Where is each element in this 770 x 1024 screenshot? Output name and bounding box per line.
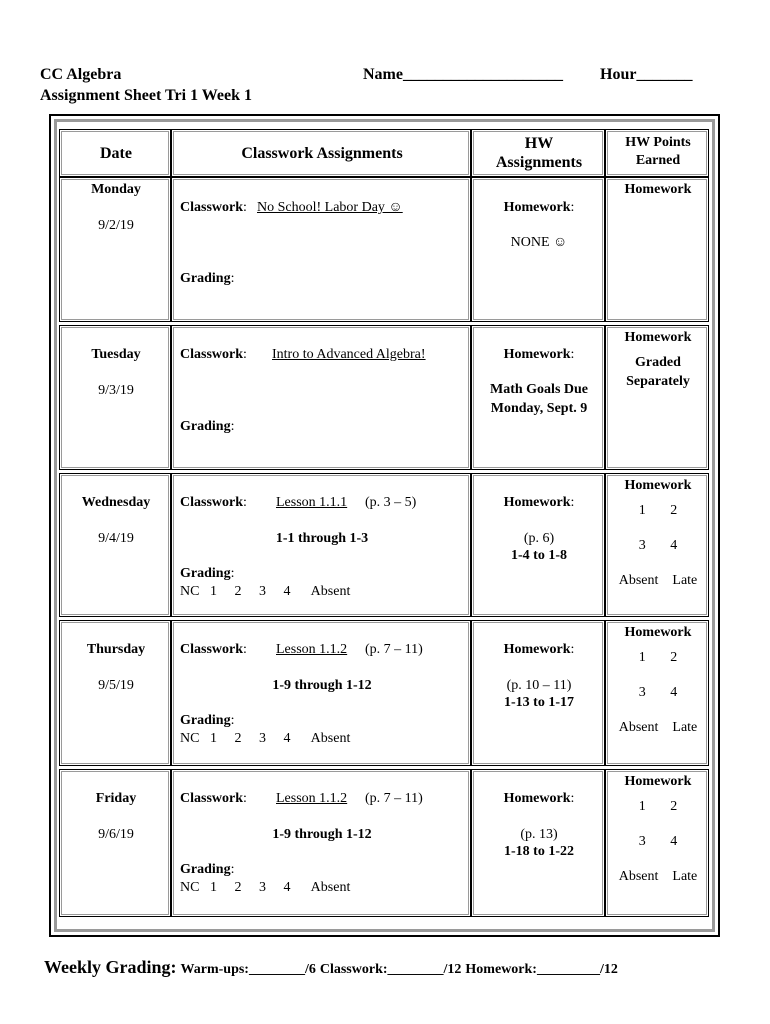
grading-label: Grading: xyxy=(180,566,235,581)
date-label: 9/4/19 xyxy=(98,531,134,546)
homework-text: NONE ☺ xyxy=(510,235,568,250)
points-label: Homework xyxy=(624,330,692,345)
header-points xyxy=(605,129,709,177)
points-scale: Absent Late xyxy=(618,720,698,735)
date-cell xyxy=(59,473,171,617)
classwork-cell xyxy=(171,620,471,766)
grading-scale: NC 1 2 3 4 Absent xyxy=(180,584,351,599)
points-cell xyxy=(605,620,709,766)
homework-pages: (p. 13) xyxy=(520,827,558,842)
classwork-problems: 1-9 through 1-12 xyxy=(272,827,372,842)
lesson-pages: (p. 3 – 5) xyxy=(365,495,417,510)
homework-label: Homework: xyxy=(503,791,575,806)
date-label: 9/6/19 xyxy=(98,827,134,842)
points-scale: 3 4 xyxy=(638,685,678,700)
classwork-score-field: Classwork:________/12 xyxy=(319,962,462,977)
points-label: Homework xyxy=(624,182,692,197)
points-text: Graded xyxy=(635,355,681,370)
grading-scale: NC 1 2 3 4 Absent xyxy=(180,731,351,746)
day-label: Thursday xyxy=(86,642,146,657)
homework-label: Homework: xyxy=(503,642,575,657)
header-classwork-label: Classwork Assignments xyxy=(241,145,403,162)
grading-label: Grading: xyxy=(180,271,235,286)
classwork-label: Classwork: xyxy=(180,642,247,657)
points-label: Homework xyxy=(624,625,692,640)
homework-text: Math Goals Due xyxy=(490,382,588,397)
grading-label: Grading: xyxy=(180,713,235,728)
points-scale: Absent Late xyxy=(618,869,698,884)
course-title: CC Algebra xyxy=(40,66,122,83)
classwork-problems: 1-9 through 1-12 xyxy=(272,678,372,693)
header-date xyxy=(59,129,171,177)
grading-label: Grading: xyxy=(180,419,235,434)
warmups-score-field: Warm-ups:________/6 xyxy=(180,962,316,977)
hour-field: Hour_______ xyxy=(600,66,693,83)
points-label: Homework xyxy=(624,478,692,493)
homework-problems: 1-18 to 1-22 xyxy=(504,844,574,859)
date-cell xyxy=(59,620,171,766)
day-label: Wednesday xyxy=(81,495,151,510)
points-scale: Absent Late xyxy=(618,573,698,588)
header-points-label: HW Points xyxy=(625,135,691,150)
points-scale: 1 2 xyxy=(638,799,678,814)
points-cell xyxy=(605,769,709,917)
lesson-pages: (p. 7 – 11) xyxy=(365,791,423,806)
lesson-link: Lesson 1.1.1 xyxy=(276,495,348,510)
lesson-pages: (p. 7 – 11) xyxy=(365,642,423,657)
classwork-cell xyxy=(171,473,471,617)
header-classwork xyxy=(171,129,471,177)
name-field: Name____________________ xyxy=(363,66,563,83)
classwork-problems: 1-1 through 1-3 xyxy=(275,531,369,546)
date-cell xyxy=(59,325,171,470)
classwork-cell xyxy=(171,769,471,917)
header-date-label: Date xyxy=(100,145,132,162)
homework-cell xyxy=(471,473,605,617)
points-text: Separately xyxy=(626,374,690,389)
classwork-cell xyxy=(171,325,471,470)
points-scale: 1 2 xyxy=(638,650,678,665)
homework-label: Homework: xyxy=(503,347,575,362)
points-cell xyxy=(605,177,709,322)
date-cell xyxy=(59,769,171,917)
classwork-cell xyxy=(171,177,471,322)
homework-score-field: Homework:_________/12 xyxy=(465,962,618,977)
homework-label: Homework: xyxy=(503,495,575,510)
day-label: Friday xyxy=(95,791,137,806)
classwork-label: Classwork: xyxy=(180,791,247,806)
homework-pages: (p. 10 – 11) xyxy=(506,678,572,693)
classwork-label: Classwork: xyxy=(180,495,247,510)
grading-scale: NC 1 2 3 4 Absent xyxy=(180,880,351,895)
header-assignments-label: Assignments xyxy=(495,154,583,171)
sheet-title: Assignment Sheet Tri 1 Week 1 xyxy=(40,87,253,104)
weekly-grading-label: Weekly Grading: xyxy=(44,957,177,977)
weekly-grading-footer xyxy=(44,957,618,978)
homework-cell xyxy=(471,620,605,766)
classwork-text: Intro to Advanced Algebra! xyxy=(272,347,426,362)
date-label: 9/3/19 xyxy=(98,383,134,398)
date-cell xyxy=(59,177,171,322)
points-scale: 3 4 xyxy=(638,538,678,553)
header-earned-label: Earned xyxy=(635,153,681,168)
header-hw-label: HW xyxy=(524,135,554,152)
lesson-link: Lesson 1.1.2 xyxy=(276,791,348,806)
grading-label: Grading: xyxy=(180,862,235,877)
homework-cell xyxy=(471,177,605,322)
homework-cell xyxy=(471,769,605,917)
homework-problems: 1-13 to 1-17 xyxy=(504,695,574,710)
classwork-label: Classwork: xyxy=(180,347,247,362)
date-label: 9/5/19 xyxy=(98,678,134,693)
homework-problems: 1-4 to 1-8 xyxy=(511,548,567,563)
lesson-link: Lesson 1.1.2 xyxy=(276,642,348,657)
points-scale: 3 4 xyxy=(638,834,678,849)
day-label: Monday xyxy=(91,182,141,197)
classwork-label: Classwork: xyxy=(180,200,247,215)
homework-cell xyxy=(471,325,605,470)
points-label: Homework xyxy=(624,774,692,789)
homework-label: Homework: xyxy=(503,200,575,215)
points-scale: 1 2 xyxy=(638,503,678,518)
day-label: Tuesday xyxy=(91,347,141,362)
header-homework xyxy=(471,129,605,177)
homework-pages: (p. 6) xyxy=(523,531,555,546)
points-cell xyxy=(605,325,709,470)
classwork-text: No School! Labor Day ☺ xyxy=(257,200,403,215)
homework-text: Monday, Sept. 9 xyxy=(490,401,588,416)
points-cell xyxy=(605,473,709,617)
date-label: 9/2/19 xyxy=(98,218,134,233)
